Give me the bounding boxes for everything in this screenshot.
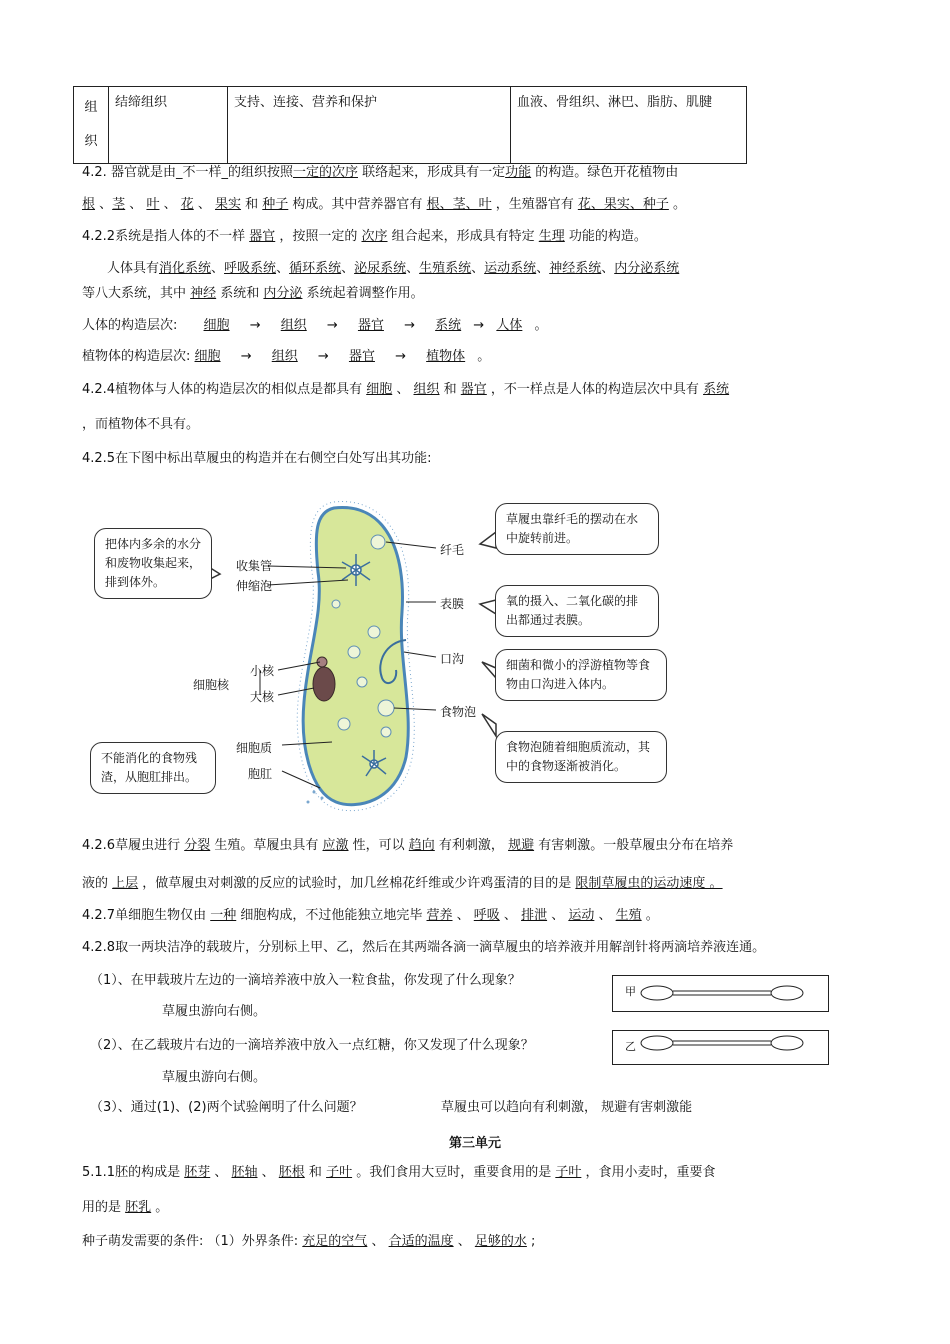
answer: 规避: [508, 838, 535, 853]
answer: 呼吸: [473, 908, 500, 923]
answer: 胚轴: [231, 1165, 258, 1180]
answer: 限制草履虫的运动速度 。: [575, 876, 723, 891]
text: 4.2.7单细胞生物仅由: [82, 908, 211, 923]
answer-3: 草履虫可以趋向有利刺激， 规避有害刺激能: [441, 1100, 693, 1115]
table-cell-tissue: 结缔组织: [109, 87, 228, 164]
macronucleus: [313, 667, 335, 701]
paragraph-reproduction: [82, 837, 733, 855]
diagram-instruction: 4.2.5在下图中标出草履虫的构造并在右侧空白处写出其功能:: [82, 451, 432, 466]
answer: 神经系统: [549, 261, 602, 276]
text: ，做草履虫对刺激的反应的试验时，加几丝棉花纤维或少许鸡蛋清的目的是: [138, 876, 576, 891]
text: 、: [471, 261, 485, 276]
cell-text: 组: [84, 100, 98, 115]
text: 、: [211, 261, 225, 276]
answer: 排泄: [521, 908, 548, 923]
text: 组合起来，形成具有特定: [387, 229, 539, 244]
slide-drops-icon: [613, 1031, 828, 1064]
text: 5.1.1胚的构成是: [82, 1165, 185, 1180]
answer: 器官: [249, 229, 276, 244]
arrow-icon: →: [404, 318, 415, 333]
label-micronucleus: 小核: [250, 664, 275, 678]
text: 细胞构成，不过他能独立地完毕: [236, 908, 427, 923]
text: 、: [601, 261, 615, 276]
callout-membrane: 氧的摄入、二氧化碳的排出都通过表膜。: [495, 585, 659, 637]
text: 人体具有: [107, 261, 160, 276]
paragraph-regulation: [82, 285, 424, 303]
text: 。: [668, 197, 686, 212]
label-cilia: 纤毛: [440, 543, 465, 557]
table-cell-category: [74, 87, 109, 164]
answer: 细胞: [366, 382, 393, 397]
text: 、: [547, 908, 569, 923]
label-cytoplasm: 细胞质: [236, 741, 273, 755]
text: 、: [499, 908, 522, 923]
plant-hierarchy: [82, 348, 490, 366]
answer: 细胞: [194, 349, 221, 364]
answer: 泌尿系统: [354, 261, 407, 276]
answer: 次序: [361, 229, 388, 244]
answer: 消化系统: [159, 261, 212, 276]
question-1: （1）、在甲载玻片左边的一滴培养液中放入一粒食盐，你发现了什么现象？: [90, 973, 521, 988]
text: 、: [367, 1234, 389, 1249]
arrow-icon: →: [326, 318, 338, 333]
callout-anal-pore: 不能消化的食物残渣，从胞肛排出。: [90, 742, 216, 794]
question-2: （2）、在乙载玻片右边的一滴培养液中放入一点红糖，你又发现了什么现象？: [90, 1038, 534, 1053]
text: 液的: [82, 876, 113, 891]
answer: 根、茎、叶: [426, 197, 492, 212]
answer: 分裂: [184, 838, 211, 853]
text: 4.2.4植物体与人体的构造层次的相似点是都具有: [82, 382, 367, 397]
answer: 植物体: [426, 349, 466, 364]
slide-jia: [612, 975, 829, 1012]
arrow-icon: →: [240, 349, 252, 364]
text: 、: [594, 908, 616, 923]
answer: 生殖系统: [419, 261, 472, 276]
answer: 器官: [460, 382, 487, 397]
slide-label: 甲: [625, 985, 636, 998]
paragraph-similarity: [82, 381, 729, 399]
answer: 胚根: [278, 1165, 305, 1180]
label-nucleus: 细胞核: [193, 678, 230, 692]
answer: 花: [180, 197, 194, 212]
answer: 营养: [426, 908, 453, 923]
answer: 运动: [568, 908, 595, 923]
answer-2: 草履虫游向右侧。: [162, 1070, 267, 1085]
text: 系统起着调整作用。: [302, 286, 424, 301]
label-collecting-tube: 收集管: [236, 559, 273, 573]
paragraph-human-systems: [107, 260, 679, 278]
text: ，不一样点是人体的构造层次中具有: [486, 382, 704, 397]
slide-yi: [612, 1030, 829, 1065]
label-food-vacuole: 食物泡: [440, 705, 477, 719]
paragraph-experiment: 4.2.8取一两块洁净的载玻片，分别标上甲、乙，然后在其两端各滴一滴草履虫的培养液并用解剖针将两滴培养液连通。: [82, 940, 766, 955]
text: 有害刺激。一般草履虫分布在培养: [534, 838, 734, 853]
answer: 生理: [538, 229, 565, 244]
answer: 组织: [413, 382, 440, 397]
answer: 生殖: [615, 908, 642, 923]
arrow-icon: →: [249, 318, 261, 333]
text: 、: [406, 261, 420, 276]
callout-collecting: 把体内多余的水分和废物收集起来，排到体外。: [94, 528, 212, 599]
arrow-icon: →: [395, 349, 406, 364]
slide-drops-icon: [613, 976, 828, 1011]
paragraph-continuation: ，而植物体不具有。: [82, 417, 200, 432]
text: ，食用小麦时，重要食: [581, 1165, 716, 1180]
text: 种子萌发需要的条件: （1）外界条件:: [82, 1234, 303, 1249]
answer: 运动系统: [484, 261, 537, 276]
answer: 根: [82, 197, 96, 212]
arrow-icon: →: [473, 318, 485, 333]
answer: 循环系统: [289, 261, 342, 276]
text: 、: [392, 382, 414, 397]
callout-oral-groove: 细菌和微小的浮游植物等食物由口沟进入体内。: [495, 649, 667, 701]
answer: 组织: [280, 318, 307, 333]
text: 、: [276, 261, 290, 276]
text: 系统和: [216, 286, 264, 301]
text: 性，可以: [348, 838, 409, 853]
text: 、: [125, 197, 147, 212]
answer: 子叶: [326, 1165, 353, 1180]
text: 人体的构造层次:: [82, 318, 178, 333]
text: 4.2. 器官就是由_不一样_的组织按照: [82, 165, 293, 180]
paragraph-organ: [82, 164, 678, 182]
text: 。: [477, 349, 491, 364]
label-contractile-vacuole: 伸缩泡: [236, 579, 273, 593]
answer: 子叶: [555, 1165, 582, 1180]
table-cell-function: 支持、连接、营养和保护: [228, 87, 511, 164]
text: 有利刺激，: [434, 838, 509, 853]
answer: 器官: [348, 349, 375, 364]
text: 4.2.6草履虫进行: [82, 838, 185, 853]
text: 。: [534, 318, 548, 333]
arrow-icon: →: [317, 349, 329, 364]
label-oral-groove: 口沟: [440, 652, 465, 666]
answer: 充足的空气: [302, 1234, 368, 1249]
answer: 胚芽: [184, 1165, 211, 1180]
label-anal-pore: 胞肛: [248, 767, 273, 781]
answer: 应激: [322, 838, 349, 853]
answer: 上层: [112, 876, 139, 891]
text: 和: [439, 382, 461, 397]
answer: 足够的水: [474, 1234, 527, 1249]
paragraph-system: [82, 228, 647, 246]
human-hierarchy: [82, 317, 548, 335]
table-row: [74, 87, 747, 164]
answer: 内分泌系统: [614, 261, 680, 276]
answer: 组织: [271, 349, 298, 364]
text: 和: [241, 197, 263, 212]
slide-label: 乙: [625, 1040, 636, 1053]
paragraph-unicellular: [82, 907, 659, 925]
text: 的构造。绿色开花植物由: [531, 165, 679, 180]
answer-1: 草履虫游向右侧。: [162, 1004, 267, 1019]
answer: 花、果实、种子: [577, 197, 669, 212]
text: 、: [159, 197, 181, 212]
paragraph-plant-organs: [82, 196, 686, 214]
answer: 叶: [146, 197, 160, 212]
table-cell-examples: 血液、骨组织、淋巴、脂肪、肌腱: [511, 87, 747, 164]
text: ，按照一定的: [275, 229, 362, 244]
answer: 茎: [112, 197, 126, 212]
text: ，生殖器官有: [491, 197, 578, 212]
answer: 一种: [210, 908, 237, 923]
label-membrane: 表膜: [440, 597, 465, 611]
text: 生殖。草履虫具有: [210, 838, 323, 853]
answer: 呼吸系统: [224, 261, 277, 276]
paragraph-culture: [82, 875, 723, 893]
text: 、: [210, 1165, 232, 1180]
text: 、: [193, 197, 215, 212]
text: 功能的构造。: [564, 229, 647, 244]
text: 、: [452, 908, 474, 923]
unit-title: 第三单元: [448, 1136, 501, 1151]
text: 。: [151, 1200, 169, 1215]
text: 联络起来，形成具有一定: [357, 165, 506, 180]
tissue-table: [73, 86, 747, 164]
callout-food-vacuole: 食物泡随着细胞质流动，其中的食物逐渐被消化。: [495, 731, 667, 783]
paragraph-embryo: [82, 1164, 716, 1182]
text: 、: [257, 1165, 279, 1180]
text: 。: [641, 908, 659, 923]
answer: 器官: [357, 318, 384, 333]
answer: 果实: [215, 197, 242, 212]
answer: 种子: [262, 197, 289, 212]
text: 植物体的构造层次:: [82, 349, 191, 364]
answer: 系统: [703, 382, 730, 397]
answer: 功能: [505, 165, 532, 180]
text: 等八大系统，其中: [82, 286, 191, 301]
text: 。我们食用大豆时，重要食用的是: [352, 1165, 556, 1180]
answer: 系统: [435, 318, 462, 333]
text: 、: [95, 197, 113, 212]
callout-cilia: 草履虫靠纤毛的摆动在水中旋转前进。: [495, 503, 659, 555]
paragraph-germination: [82, 1233, 535, 1251]
answer: 胚乳: [125, 1200, 152, 1215]
answer: 内分泌: [263, 286, 303, 301]
cell-text: 织: [84, 134, 98, 149]
text: 、: [453, 1234, 475, 1249]
text: 4.2.2系统是指人体的不一样: [82, 229, 250, 244]
answer: 合适的温度: [388, 1234, 454, 1249]
answer: 细胞: [203, 318, 230, 333]
text: 用的是: [82, 1200, 126, 1215]
answer: 人体: [496, 318, 523, 333]
text: 和: [304, 1165, 327, 1180]
text: ;: [526, 1234, 536, 1249]
answer: 一定的次序: [292, 165, 358, 180]
text: 、: [536, 261, 550, 276]
question-3: （3）、通过(1)、(2)两个试验阐明了什么问题？: [90, 1100, 363, 1115]
text: 、: [341, 261, 355, 276]
answer: 趋向: [408, 838, 435, 853]
paragraph-endosperm: [82, 1199, 168, 1217]
answer: 神经: [190, 286, 217, 301]
text: 构成。其中营养器官有: [288, 197, 427, 212]
label-macronucleus: 大核: [250, 690, 275, 704]
